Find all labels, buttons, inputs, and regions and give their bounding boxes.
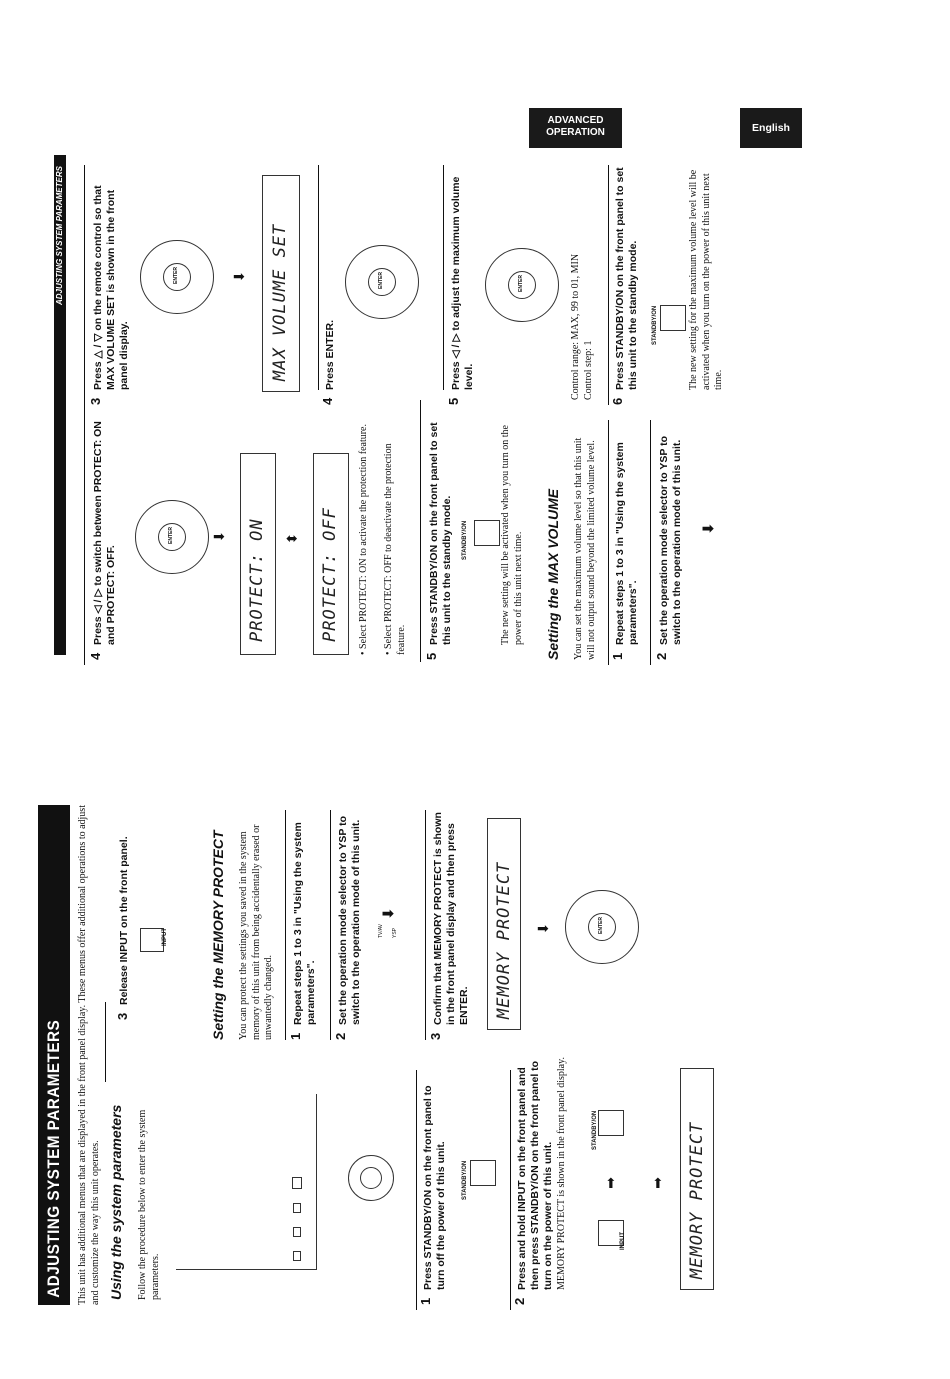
divider-rule: [608, 165, 609, 405]
standby-label: STANDBY/ON: [462, 1160, 468, 1200]
input-label: INPUT: [620, 1232, 626, 1250]
step-text: Set the operation mode selector to YSP to switch to the operation mode of this unit.: [658, 435, 683, 645]
lcd-text: MEMORY PROTECT: [687, 1121, 707, 1279]
step-text: Press STANDBY/ON on the front panel to turn off the power of this unit.: [422, 1085, 447, 1290]
page-title: ADJUSTING SYSTEM PARAMETERS: [44, 1019, 63, 1298]
front-panel-diagram: [176, 1094, 317, 1270]
arrow-icon: ➡: [233, 268, 245, 284]
standby-label: STANDBY/ON: [462, 520, 468, 560]
divider-rule: [420, 400, 421, 662]
bullet-item: • Select PROTECT: OFF to deactivate the protection feature.: [383, 443, 407, 655]
step-text: Set the operation mode selector to YSP to switch to the operation mode of this unit.: [337, 815, 362, 1025]
divider-rule: [425, 810, 426, 1040]
enter-label: ENTER: [168, 527, 174, 544]
step-note: The new setting will be activated when you turn on the power of this unit next time.: [500, 425, 524, 645]
divider-rule: [416, 1070, 417, 1310]
enter-label: ENTER: [378, 272, 384, 289]
standby-button-icon: [474, 520, 500, 546]
panel-button-icon: [293, 1227, 301, 1237]
arrow-icon: ➡: [537, 920, 549, 936]
divider-rule: [105, 1002, 106, 1082]
remote-control-icon: [340, 1135, 400, 1215]
standby-button-icon: [470, 1160, 496, 1186]
english-label: English: [752, 122, 790, 134]
lcd-protect-off: [313, 453, 349, 655]
control-range: Control range: MAX, 99 to 01, MIN: [570, 253, 581, 400]
advanced-operation-tab: [529, 108, 622, 148]
step-number: 1: [288, 1032, 303, 1040]
lcd-protect-on: [240, 453, 276, 655]
mode-selector-icon: ➡: [702, 520, 714, 536]
divider-rule: [510, 1070, 511, 1310]
panel-button-icon: [293, 1251, 301, 1261]
step-number: 3: [115, 1012, 130, 1020]
standby-button-icon: [598, 1110, 624, 1136]
section-text-maxvol: You can set the maximum volume level so that this unit will not output sound beyond the limited volume level.: [573, 437, 597, 660]
panel-button-icon: [293, 1203, 301, 1213]
english-tab: [740, 108, 802, 148]
bullet-item: • Select PROTECT: ON to activate the protection feature.: [358, 423, 369, 655]
mode-selector-icon: ➡: [382, 905, 394, 921]
divider-rule: [443, 165, 444, 390]
lcd-text: MEMORY PROTECT: [494, 861, 514, 1019]
control-step: Control step: 1: [583, 340, 594, 400]
lcd-max-volume: [262, 175, 300, 392]
section-text-memory: You can protect the settings you saved in the system memory of this unit from being accidentally erased or unwantedly changed.: [238, 824, 274, 1040]
tab-line-1: ADVANCED: [547, 115, 604, 126]
running-header: ADJUSTING SYSTEM PARAMETERS: [55, 166, 64, 305]
step-text: Press ENTER.: [324, 319, 336, 390]
bullet-text: Select PROTECT: ON to activate the protection feature.: [358, 423, 369, 649]
step-note: MEMORY PROTECT is shown in the front panel display.: [556, 1057, 567, 1290]
divider-rule: [84, 400, 85, 662]
front-panel-controls: [288, 1151, 306, 1261]
tab-line-2: OPERATION: [546, 127, 605, 138]
lcd-display: [680, 1068, 714, 1290]
step-number: 6: [610, 397, 625, 405]
arrow-icon: ⬆: [605, 1175, 617, 1191]
step-number: 5: [446, 397, 461, 405]
step-text: Repeat steps 1 to 3 in "Using the system parameters".: [292, 822, 317, 1025]
mode-label-tvav: TV/AV: [378, 923, 384, 938]
step-text: Press ◁ / ▷ to switch between PROTECT: ON and PROTECT: OFF.: [92, 421, 117, 645]
lcd-display: [487, 818, 521, 1030]
input-label: INPUT: [162, 928, 168, 946]
enter-label: ENTER: [598, 917, 604, 934]
lcd-text: MAX VOLUME SET: [270, 223, 290, 381]
divider-rule: [318, 165, 319, 390]
section-heading-maxvol: Setting the MAX VOLUME: [545, 488, 561, 660]
step-number: 2: [512, 1297, 527, 1305]
step-text: Repeat steps 1 to 3 in "Using the system parameters".: [614, 442, 639, 645]
arrow-icon: ⬆: [652, 1175, 664, 1191]
step-text: Press ◁ / ▷ to adjust the maximum volume level.: [450, 176, 475, 390]
step-number: 4: [320, 397, 335, 405]
step-number: 2: [333, 1032, 348, 1040]
step-note: The new setting for the maximum volume level will be activated when you turn on the power of this unit next time.: [688, 169, 724, 390]
arrow-icon: ➡: [213, 528, 225, 544]
divider-rule: [330, 810, 331, 1040]
lcd-text: PROTECT: OFF: [320, 507, 340, 642]
remote-center-icon: [360, 1167, 382, 1189]
input-button-icon: [140, 928, 164, 952]
step-text: Press and hold INPUT on the front panel and then press STANDBY/ON on the front panel to turn on the power of this unit.: [516, 1060, 554, 1290]
section-text-using: Follow the procedure below to enter the system parameters.: [137, 1109, 161, 1300]
divider-rule: [84, 165, 85, 390]
page-title-bar: [38, 805, 70, 1305]
enter-label: ENTER: [173, 267, 179, 284]
step-number: 4: [88, 652, 103, 660]
step-text: Release INPUT on the front panel.: [118, 836, 130, 1005]
step-text: Press STANDBY/ON on the front panel to set this unit to the standby mode.: [428, 422, 453, 645]
section-heading-using: Using the system parameters: [108, 1104, 124, 1300]
step-number: 5: [424, 652, 439, 660]
divider-rule: [285, 810, 286, 1040]
step-number: 1: [418, 1297, 433, 1305]
step-text: Confirm that MEMORY PROTECT is shown in the front panel display and then press ENTER.: [432, 812, 470, 1025]
enter-label: ENTER: [518, 275, 524, 292]
intro-text: This unit has additional menus that are displayed in the front panel display. These menus offer additional operations to adjust and customize the way this unit operates.: [77, 805, 101, 1305]
step-text: Press STANDBY/ON on the front panel to set this unit to the standby mode.: [614, 167, 639, 390]
divider-rule: [650, 420, 651, 665]
standby-label: STANDBY/ON: [592, 1110, 598, 1150]
step-number: 3: [88, 397, 103, 405]
standby-label: STANDBY/ON: [652, 305, 658, 345]
step-text: Press △ / ▽ on the remote control so that MAX VOLUME SET is shown in the front panel display.: [92, 185, 130, 390]
step-number: 1: [610, 652, 625, 660]
step-number: 3: [428, 1032, 443, 1040]
lcd-text: PROTECT: ON: [247, 518, 267, 642]
bullet-text: Select PROTECT: OFF to deactivate the protection feature.: [383, 443, 407, 655]
section-heading-memory: Setting the MEMORY PROTECT: [210, 830, 226, 1040]
divider-rule: [608, 420, 609, 665]
panel-button-icon: [292, 1177, 302, 1189]
double-arrow-icon: ⬌: [286, 530, 298, 546]
mode-label-ysp: YSP: [392, 927, 398, 938]
step-number: 2: [654, 652, 669, 660]
standby-button-icon: [660, 305, 686, 331]
